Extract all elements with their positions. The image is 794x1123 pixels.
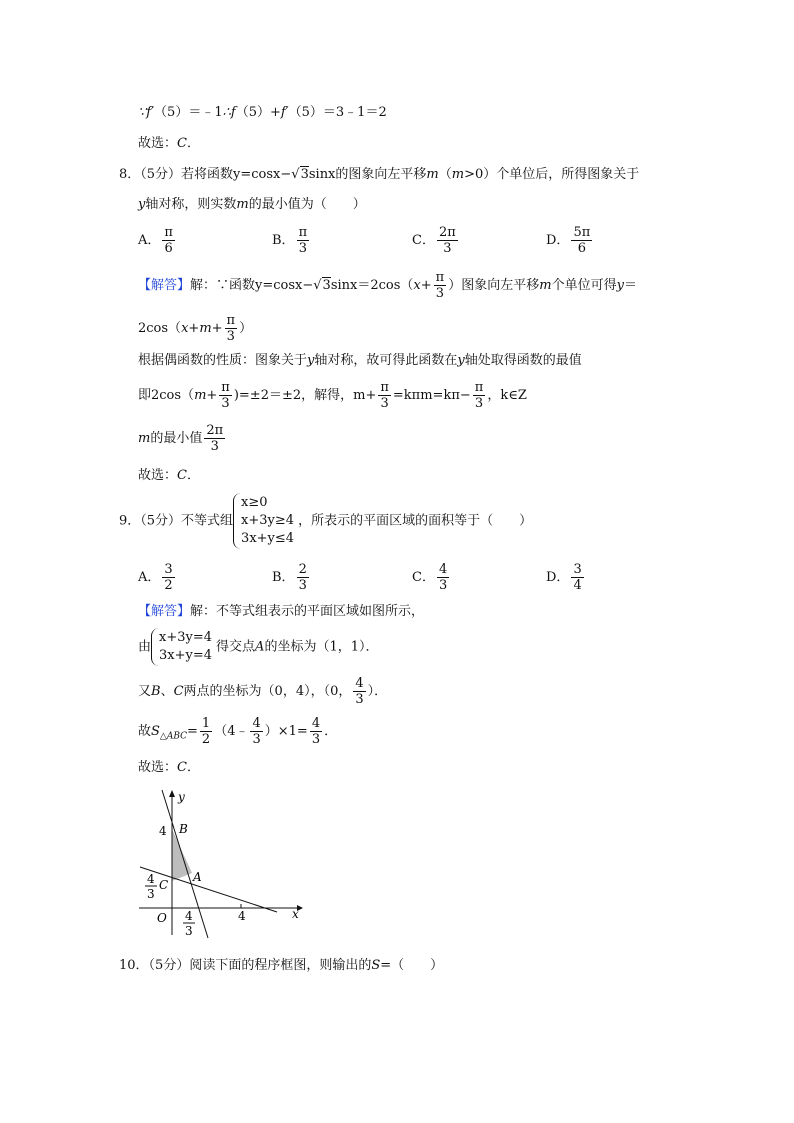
y-axis-arrow-icon xyxy=(169,790,175,797)
x-axis-label: x xyxy=(292,907,299,921)
question-10: 10．（5分）阅读下面的程序框图，则输出的S=（ ） xyxy=(119,958,444,973)
option-d: D． $\frac{5\pi}{6}$ xyxy=(546,225,591,256)
answer-9-line5: 故选：C． xyxy=(138,760,200,775)
region-graph xyxy=(135,785,315,940)
question-9: 9．（5分）不等式组 x≥0 x+3y≥4 3x+y≤4 ，所表示的平面区域的面积等于（ ） xyxy=(119,493,532,549)
answer-tag: 【解答】 xyxy=(138,278,191,293)
question-8-cont: y轴对称，则实数m的最小值为（ ） xyxy=(138,197,366,212)
answer-9-line1: 【解答】解：不等式组表示的平面区域如图所示， xyxy=(138,604,425,619)
answer-9-line4: 故$S_{\triangle ABC}=$ $\frac{1}{2}$ （4﹣ $\frac{4}{3}$ ）×1= $\frac{4}{3}$ ． xyxy=(138,716,338,747)
option-b: B． $\frac{\pi}{3}$ xyxy=(272,225,308,256)
frac-bottom-den: 3 xyxy=(185,924,193,938)
answer-tag: 【解答】 xyxy=(138,604,191,619)
label-A: A xyxy=(193,870,202,884)
option-c: C． $\frac{2\pi}{3}$ xyxy=(412,225,456,256)
answer-8-line3: 根据偶函数的性质：图象关于y轴对称，故可得此函数在y轴处取得函数的最值 xyxy=(138,353,582,368)
option-b: B． $\frac{2}{3}$ xyxy=(272,562,307,593)
question-8: 8．（5分）若将函数y=cosx−√3sinx的图象向左平移m（m>0）个单位后，所得图象关于 xyxy=(119,167,640,182)
answer-8-line1: 【解答】解：∵函数y=cosx−√3sinx＝2cos（x+ $\frac{\pi}{3}$ ）图象向左平移m个单位可得y＝ xyxy=(138,270,637,301)
label-B: B xyxy=(179,822,188,836)
label-C: C xyxy=(159,878,169,892)
option-d: D． $\frac{3}{4}$ xyxy=(546,562,582,593)
answer-9-line3: 又B、C两点的坐标为（0，4），（0， $\frac{4}{3}$ ）． xyxy=(138,676,388,707)
answer-8-line6: 故选：C． xyxy=(138,468,200,483)
answer-8-line5: m的最小值 $\frac{2\pi}{3}$ xyxy=(138,423,224,454)
tick-y4: 4 xyxy=(159,824,167,838)
answer-8-line2: 2cos（x+m+ $\frac{\pi}{3}$ ） xyxy=(138,313,253,344)
answer-9-line2: 由 x+3y=4 3x+y=4 得交点A的坐标为（1，1）． xyxy=(138,628,378,666)
origin-label: O xyxy=(157,911,167,925)
answer-line: 故选：C． xyxy=(138,136,200,151)
option-a: A． $\frac{\pi}{6}$ xyxy=(138,225,173,256)
frac-bottom-num: 4 xyxy=(185,909,193,923)
tick-x4: 4 xyxy=(238,909,246,923)
option-a: A． $\frac{3}{2}$ xyxy=(138,562,173,593)
y-axis-label: y xyxy=(178,790,185,804)
option-c: C． $\frac{4}{3}$ xyxy=(412,562,448,593)
frac-left-den: 3 xyxy=(147,887,155,901)
frac-left-num: 4 xyxy=(147,872,155,886)
answer-8-line4: 即2cos（m+ $\frac{\pi}{3}$ )=±2＝±2，解得，m+ $\frac{\pi}{3}$ =kπm=kπ− $\frac{\pi}{3}$ ，k∈Z xyxy=(138,380,527,411)
solution-line: ∵f′（5）＝﹣1∴f（5）+f′（5）＝3﹣1＝2 xyxy=(138,105,387,120)
